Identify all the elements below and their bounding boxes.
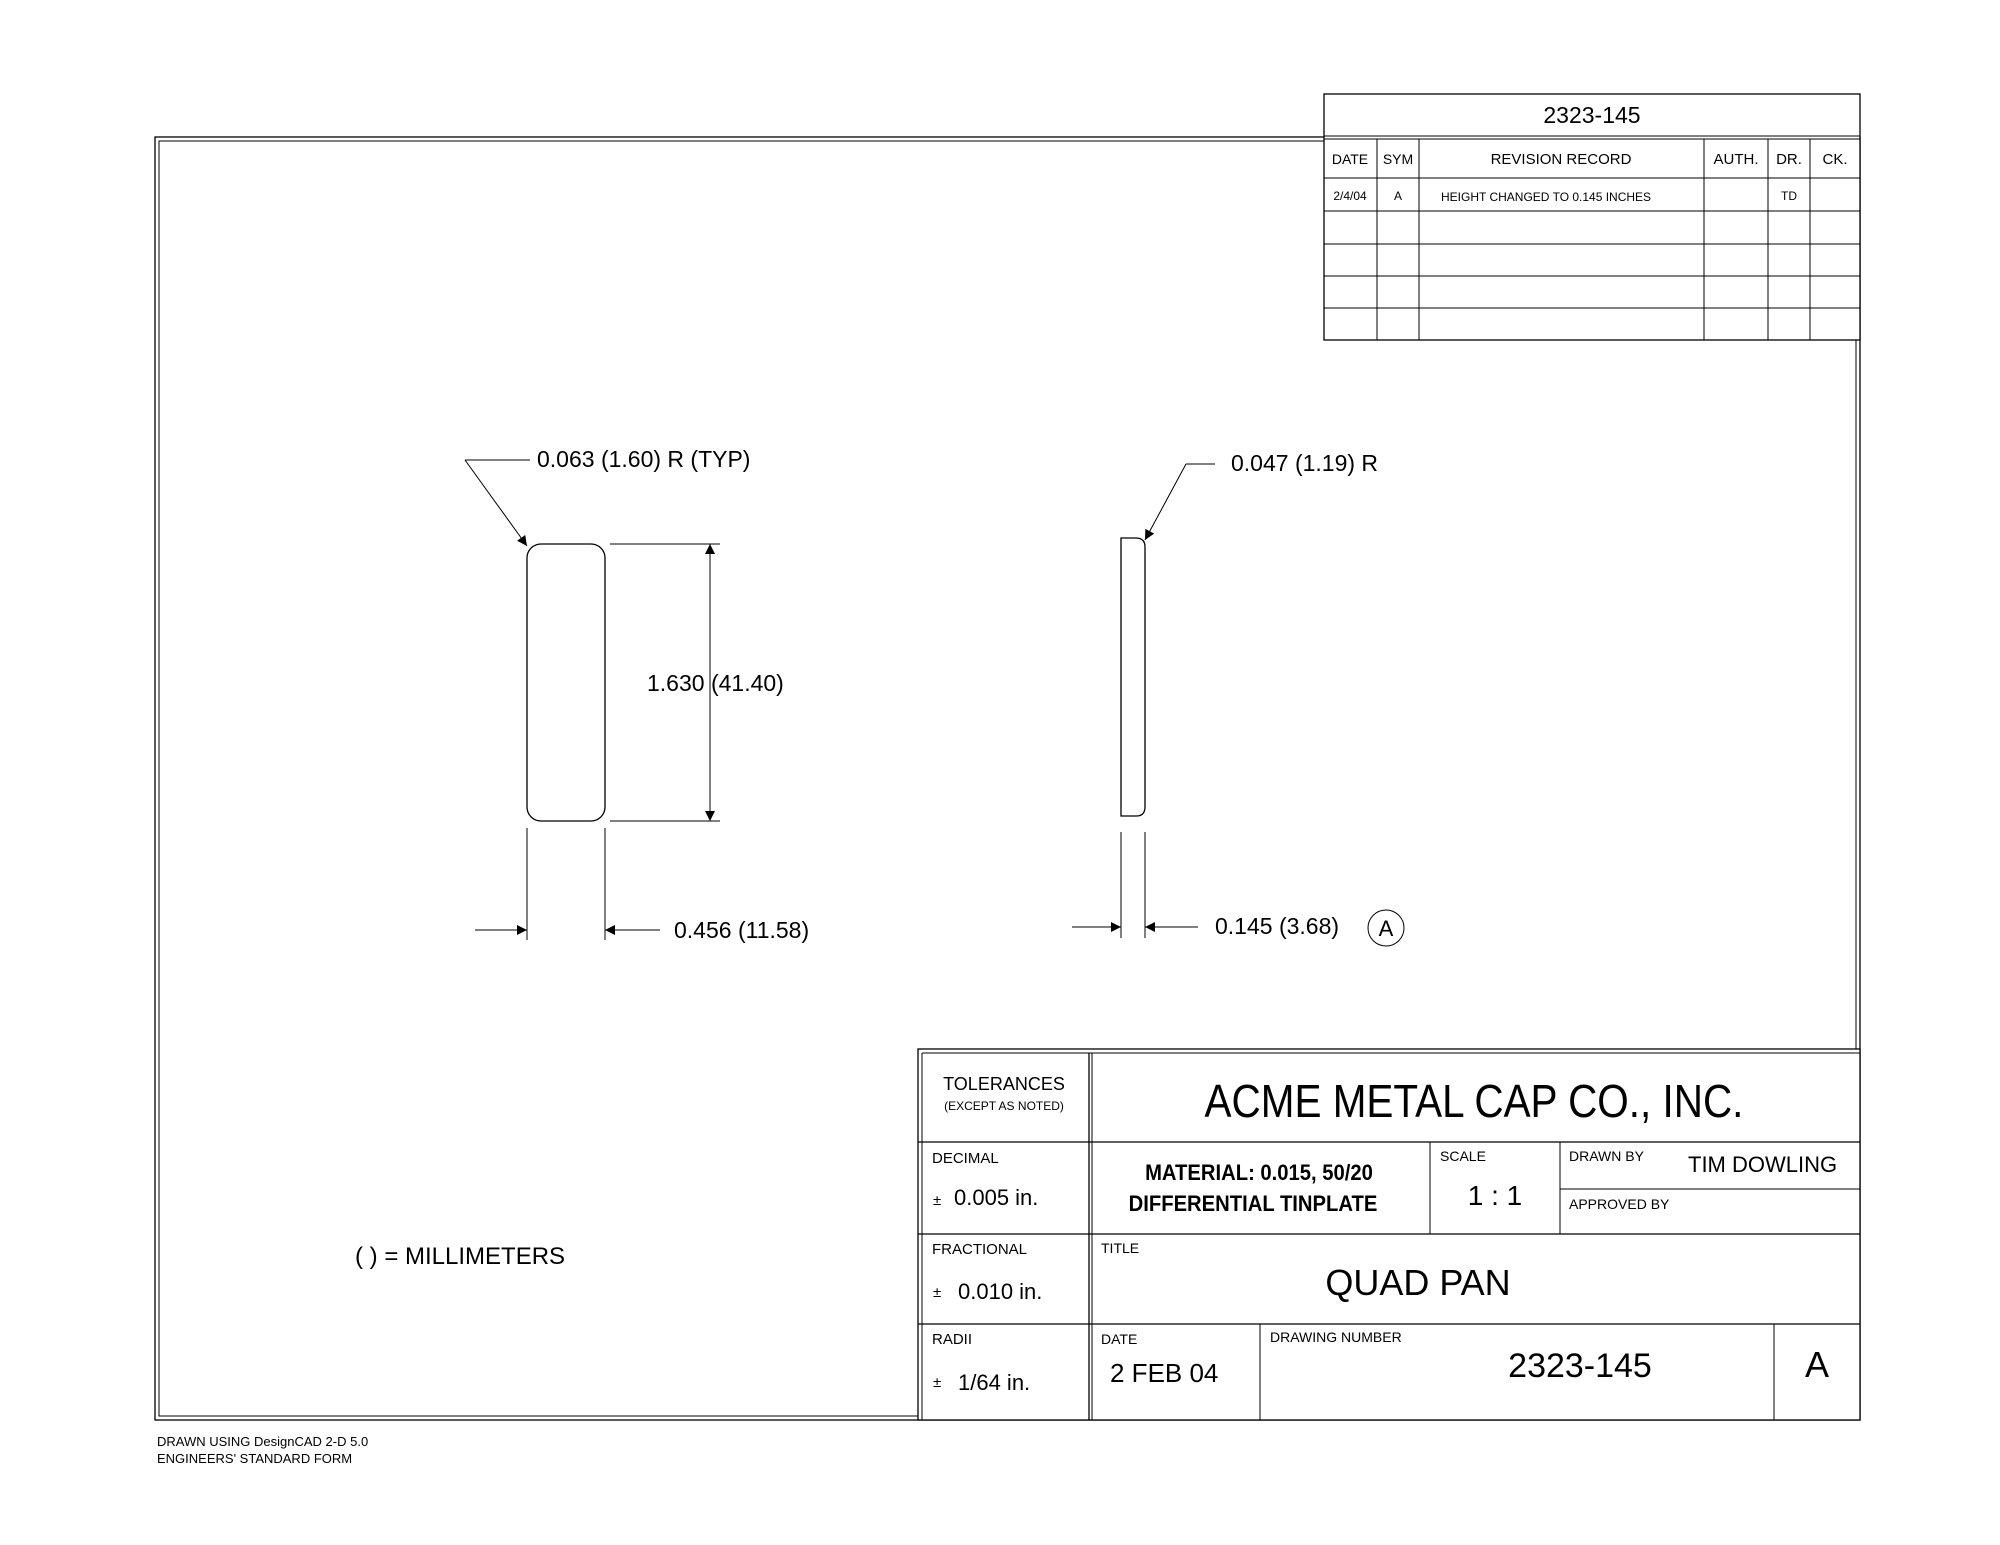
drawing-number: 2323-145	[1508, 1347, 1652, 1385]
scale-value: 1 : 1	[1467, 1180, 1523, 1211]
side-view	[1072, 450, 1404, 946]
decimal-label: DECIMAL	[932, 1150, 999, 1167]
title-label: TITLE	[1101, 1240, 1140, 1256]
revision-letter: A	[1804, 1344, 1830, 1385]
approved-by-label: APPROVED BY	[1569, 1196, 1670, 1212]
fractional-plus-minus: ±	[933, 1284, 942, 1301]
company-name: ACME METAL CAP CO., INC.	[1204, 1076, 1744, 1128]
revision-marker-letter: A	[1378, 916, 1394, 941]
front-radius-leader	[465, 460, 527, 546]
rev-header-sym: SYM	[1382, 151, 1414, 167]
side-radius-note: 0.047 (1.19) R	[1231, 450, 1379, 476]
height-dimension: 1.630 (41.40)	[647, 670, 784, 696]
fractional-tolerance: 0.010 in.	[958, 1279, 1043, 1304]
drawing-number-label: DRAWING NUMBER	[1270, 1329, 1402, 1345]
rev-row-date: 2/4/04	[1333, 189, 1367, 203]
tolerances-label: TOLERANCES	[943, 1074, 1065, 1094]
drawing-title: QUAD PAN	[1325, 1262, 1511, 1303]
side-radius-leader	[1145, 464, 1186, 540]
rev-header-auth: AUTH.	[1713, 151, 1759, 168]
thickness-dimension: 0.145 (3.68)	[1215, 913, 1340, 939]
material-line-2: DIFFERENTIAL TINPLATE	[1128, 1192, 1378, 1217]
decimal-plus-minus: ±	[933, 1192, 942, 1209]
date-label: DATE	[1101, 1331, 1138, 1347]
radii-plus-minus: ±	[933, 1374, 942, 1391]
tolerances-sublabel: (EXCEPT AS NOTED)	[944, 1099, 1064, 1113]
drawn-by-value: TIM DOWLING	[1688, 1152, 1838, 1177]
scale-label: SCALE	[1440, 1148, 1486, 1164]
rev-header-ck: CK.	[1822, 151, 1848, 168]
radii-label: RADII	[932, 1331, 973, 1348]
material-line-1: MATERIAL: 0.015, 50/20	[1145, 1161, 1373, 1186]
revision-drawing-number: 2323-145	[1543, 102, 1641, 128]
revision-block	[1324, 94, 1860, 340]
rev-header-date: DATE	[1331, 151, 1369, 167]
side-view-outline	[1121, 538, 1145, 816]
front-view	[465, 446, 809, 943]
rev-header-dr: DR.	[1776, 151, 1802, 168]
radii-tolerance: 1/64 in.	[958, 1370, 1031, 1395]
decimal-tolerance: 0.005 in.	[954, 1185, 1039, 1210]
fractional-label: FRACTIONAL	[932, 1241, 1028, 1258]
rev-row-record: HEIGHT CHANGED TO 0.145 INCHES	[1441, 190, 1652, 204]
front-radius-note: 0.063 (1.60) R (TYP)	[537, 446, 751, 472]
date-value: 2 FEB 04	[1110, 1358, 1219, 1388]
rev-row-sym: A	[1393, 189, 1403, 203]
units-note: ( ) = MILLIMETERS	[355, 1243, 566, 1270]
drawn-by-label: DRAWN BY	[1569, 1148, 1644, 1164]
width-dimension: 0.456 (11.58)	[674, 917, 810, 943]
footer-line-1: DRAWN USING DesignCAD 2-D 5.0	[157, 1434, 369, 1449]
front-view-outline	[527, 544, 605, 821]
footer-line-2: ENGINEERS' STANDARD FORM	[157, 1451, 353, 1466]
rev-row-dr: TD	[1781, 189, 1797, 203]
rev-header-record: REVISION RECORD	[1490, 151, 1632, 168]
title-block	[918, 1049, 1860, 1420]
